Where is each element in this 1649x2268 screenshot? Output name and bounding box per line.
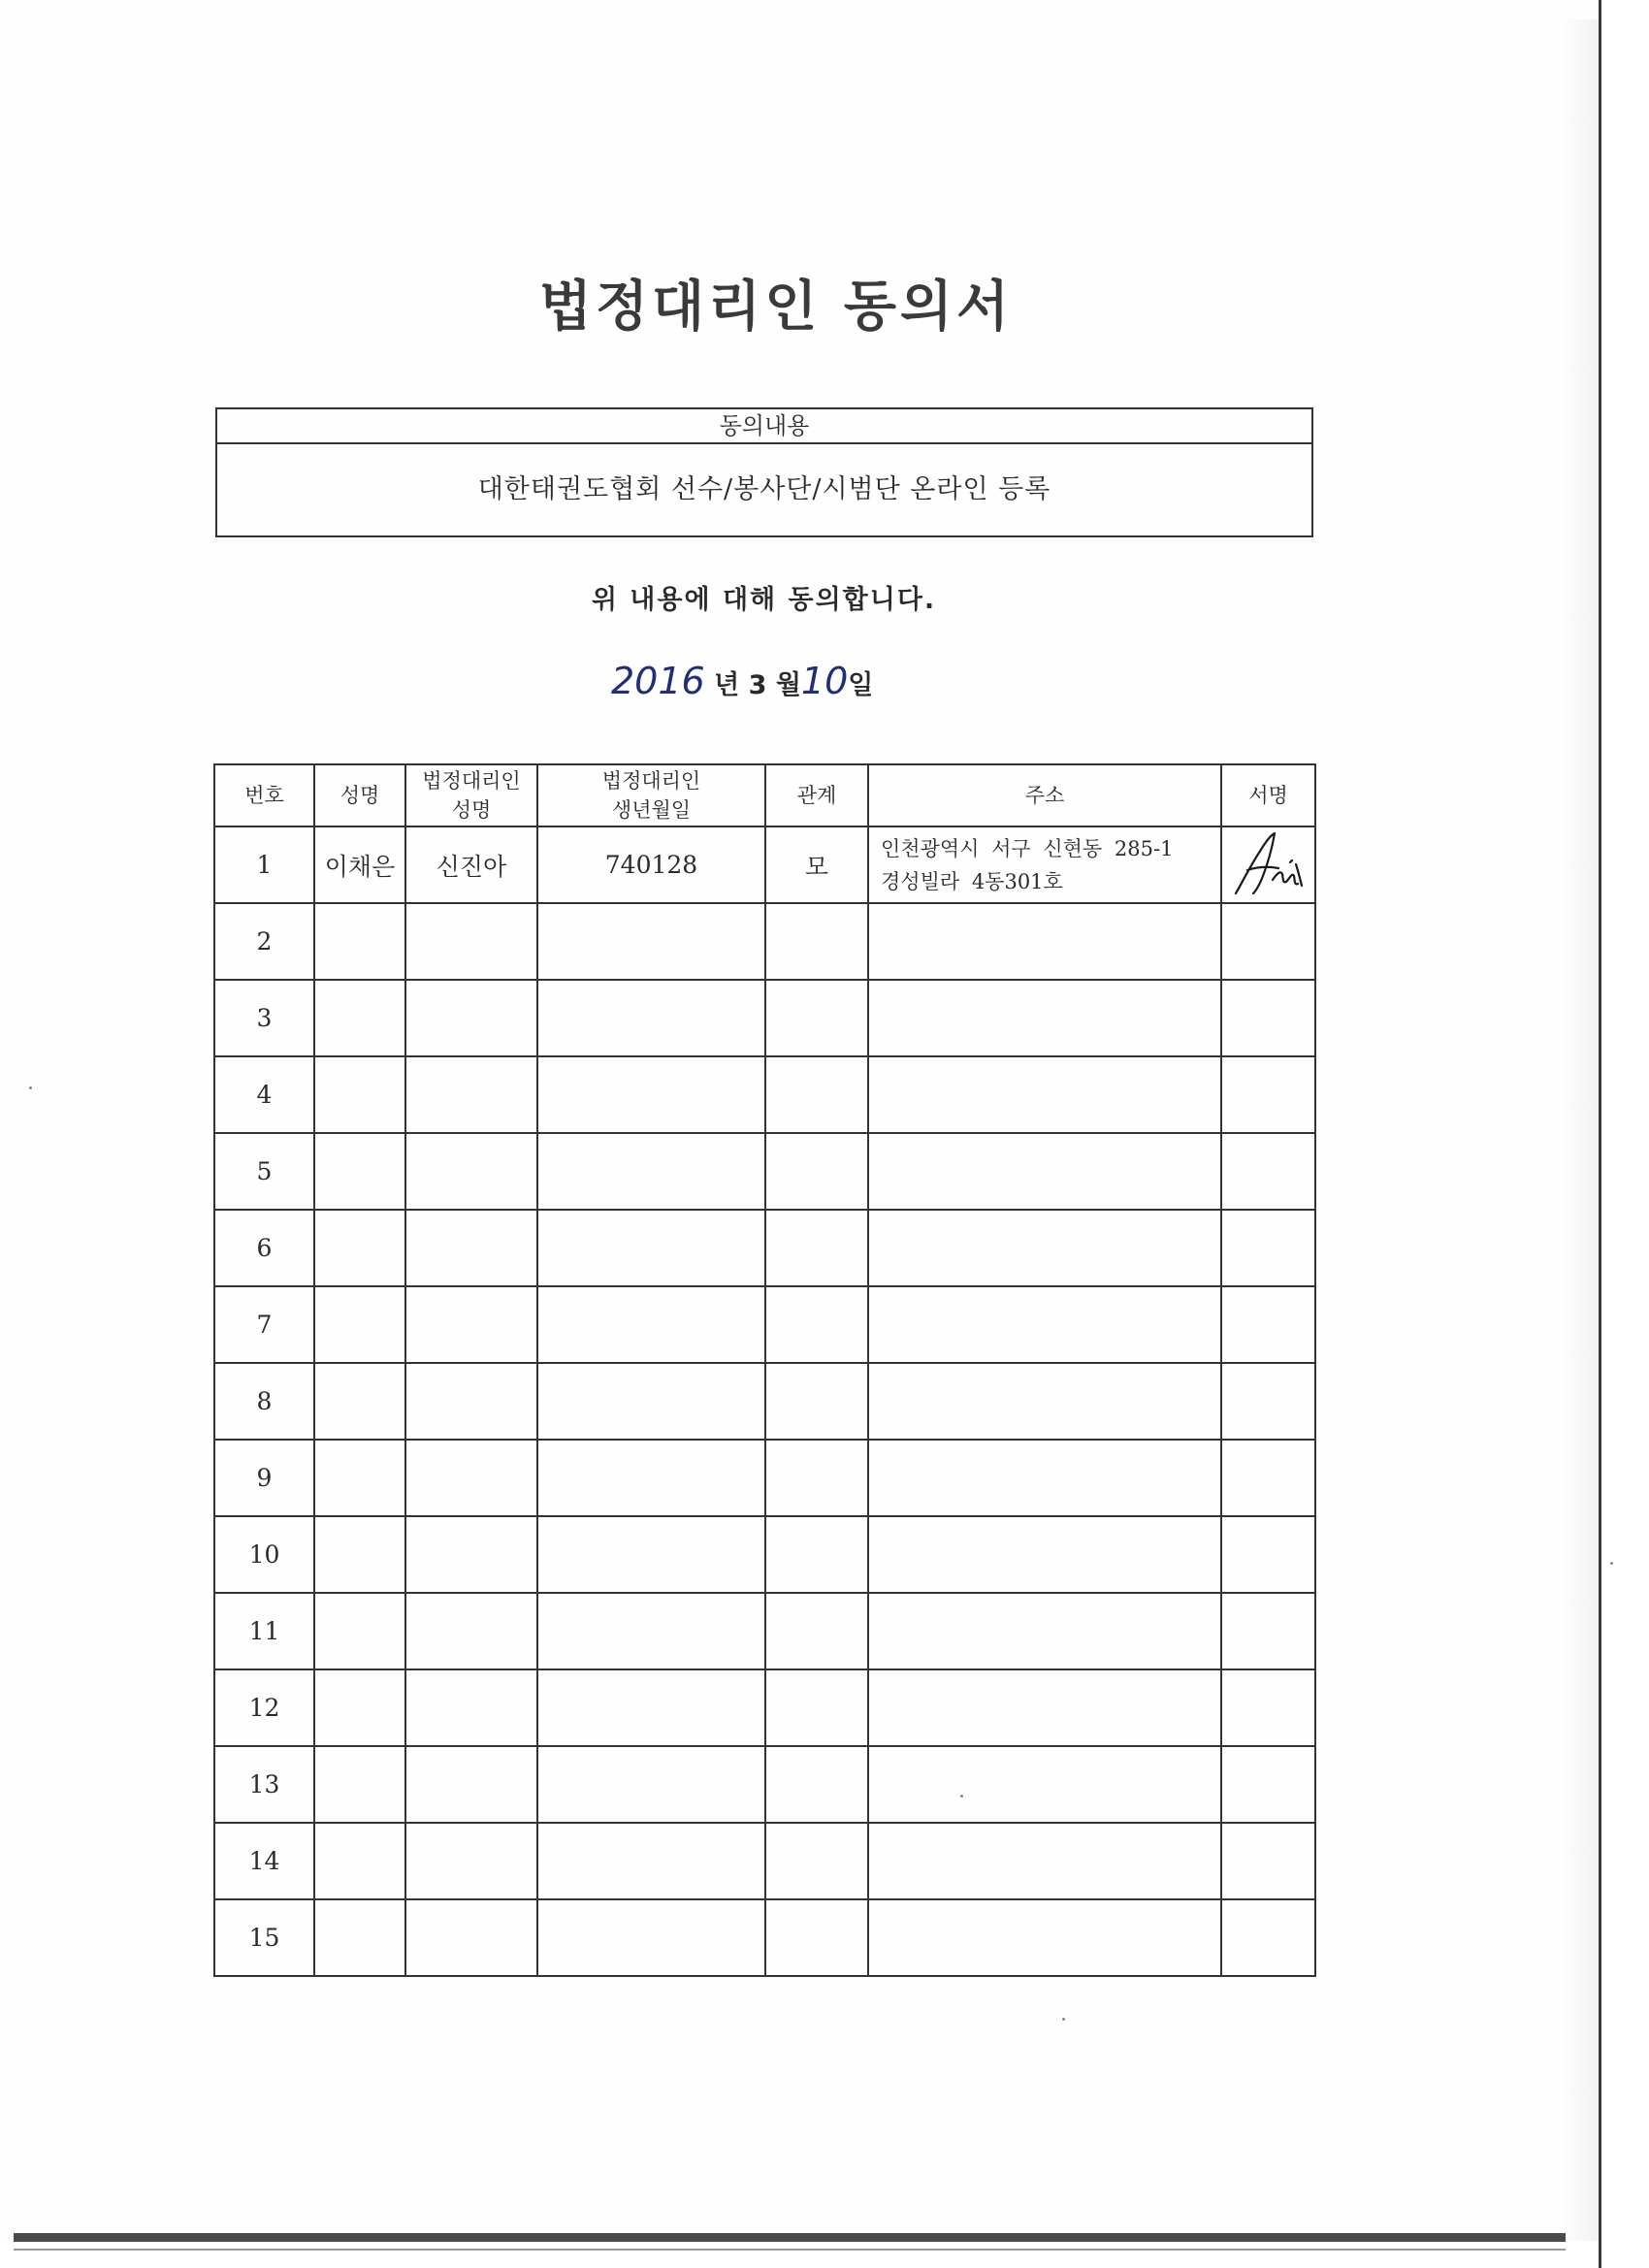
cell-no: 5	[214, 1133, 314, 1210]
cell-no: 6	[214, 1210, 314, 1286]
cell-guardian-birth	[537, 1363, 765, 1440]
scan-speck	[1610, 1562, 1613, 1565]
cell-no: 10	[214, 1516, 314, 1593]
cell-name	[314, 1593, 405, 1669]
cell-signature	[1221, 1669, 1315, 1746]
cell-address	[868, 1363, 1221, 1440]
cell-guardian-birth	[537, 1669, 765, 1746]
cell-name	[314, 1286, 405, 1363]
date-month-label: 월	[775, 670, 801, 700]
cell-no: 15	[214, 1899, 314, 1976]
signer-table	[213, 763, 1316, 1977]
cell-no: 2	[214, 903, 314, 980]
table-row	[214, 903, 1315, 980]
cell-guardian-birth	[537, 1823, 765, 1899]
cell-guardian-birth	[537, 1516, 765, 1593]
header-name: 성명	[314, 764, 405, 826]
table-row	[214, 1823, 1315, 1899]
cell-address	[868, 903, 1221, 980]
cell-guardian-name	[405, 903, 537, 980]
cell-relation	[765, 903, 868, 980]
cell-guardian-name	[405, 1286, 537, 1363]
cell-guardian-birth	[537, 1286, 765, 1363]
cell-signature	[1221, 1286, 1315, 1363]
cell-guardian-birth	[537, 1899, 765, 1976]
cell-no: 3	[214, 980, 314, 1056]
cell-guardian-name	[405, 1593, 537, 1669]
cell-signature	[1221, 1746, 1315, 1823]
table-row	[214, 1363, 1315, 1440]
consent-header: 동의내용	[217, 409, 1311, 444]
date-day-label: 일	[848, 670, 874, 700]
cell-guardian-name	[405, 1363, 537, 1440]
cell-relation	[765, 1210, 868, 1286]
cell-guardian-name	[405, 1899, 537, 1976]
cell-guardian-name	[405, 1133, 537, 1210]
header-guardian-name	[405, 764, 537, 826]
cell-guardian-birth	[537, 1440, 765, 1516]
header-signature: 서명	[1221, 764, 1315, 826]
header-guardian-name-line2: 성명	[451, 798, 492, 822]
header-no: 번호	[214, 764, 314, 826]
cell-signature	[1221, 826, 1315, 903]
cell-no: 9	[214, 1440, 314, 1516]
cell-relation	[765, 980, 868, 1056]
cell-guardian-birth	[537, 980, 765, 1056]
cell-guardian-name	[405, 1056, 537, 1133]
cell-relation	[765, 1593, 868, 1669]
cell-relation	[765, 1056, 868, 1133]
date-day: 10	[800, 660, 849, 702]
cell-no: 12	[214, 1669, 314, 1746]
table-row	[214, 1440, 1315, 1516]
cell-guardian-birth	[537, 1746, 765, 1823]
cell-address	[868, 1516, 1221, 1593]
cell-name	[314, 1746, 405, 1823]
header-guardian-birth-line1: 법정대리인	[601, 769, 701, 793]
cell-name	[314, 1440, 405, 1516]
cell-signature	[1221, 1823, 1315, 1899]
cell-signature	[1221, 1363, 1315, 1440]
cell-no: 7	[214, 1286, 314, 1363]
cell-address	[868, 980, 1221, 1056]
date-month: 3	[748, 670, 767, 700]
cell-address-line2: 경성빌라 4동301호	[881, 869, 1063, 893]
cell-guardian-name: 신진아	[405, 826, 537, 903]
cell-relation	[765, 1516, 868, 1593]
scan-speck	[29, 1086, 32, 1089]
cell-signature	[1221, 1516, 1315, 1593]
table-row	[214, 1669, 1315, 1746]
cell-signature	[1221, 1056, 1315, 1133]
cell-name	[314, 1899, 405, 1976]
cell-guardian-name	[405, 1746, 537, 1823]
cell-name: 이채은	[314, 826, 405, 903]
scan-speck	[1062, 2018, 1065, 2021]
consent-box	[215, 407, 1313, 537]
cell-name	[314, 1210, 405, 1286]
cell-guardian-birth	[537, 1133, 765, 1210]
table-row	[214, 1746, 1315, 1823]
cell-relation	[765, 1133, 868, 1210]
cell-signature	[1221, 1133, 1315, 1210]
cell-name	[314, 1669, 405, 1746]
cell-address	[868, 1746, 1221, 1823]
cell-signature	[1221, 1593, 1315, 1669]
cell-guardian-birth	[537, 1593, 765, 1669]
scan-edge-bottom	[14, 2233, 1566, 2242]
table-row	[214, 1899, 1315, 1976]
table-row	[214, 826, 1315, 903]
cell-address	[868, 1823, 1221, 1899]
agreement-statement: 위 내용에 대해 동의합니다.	[591, 585, 937, 615]
scan-edge-bottom-line	[14, 2249, 1566, 2251]
cell-guardian-name	[405, 1440, 537, 1516]
cell-no: 14	[214, 1823, 314, 1899]
scan-shadow	[1562, 19, 1599, 2241]
cell-address-line1: 인천광역시 서구 신현동 285-1	[881, 836, 1174, 860]
table-row	[214, 980, 1315, 1056]
cell-name	[314, 1056, 405, 1133]
cell-guardian-birth: 740128	[537, 826, 765, 903]
cell-no: 13	[214, 1746, 314, 1823]
cell-signature	[1221, 1210, 1315, 1286]
table-row	[214, 1210, 1315, 1286]
cell-guardian-name	[405, 1210, 537, 1286]
cell-name	[314, 980, 405, 1056]
cell-name	[314, 903, 405, 980]
header-guardian-name-line1: 법정대리인	[422, 769, 521, 793]
cell-no: 1	[214, 826, 314, 903]
cell-address	[868, 826, 1221, 903]
cell-address	[868, 1210, 1221, 1286]
cell-relation	[765, 1899, 868, 1976]
date-line	[611, 660, 873, 702]
cell-address	[868, 1056, 1221, 1133]
cell-relation: 모	[765, 826, 868, 903]
cell-signature	[1221, 903, 1315, 980]
handwritten-signature	[1230, 831, 1308, 899]
header-relation: 관계	[765, 764, 868, 826]
date-year: 2016	[611, 660, 705, 702]
cell-guardian-birth	[537, 1056, 765, 1133]
header-guardian-birth-line2: 생년월일	[611, 798, 692, 822]
cell-address	[868, 1440, 1221, 1516]
cell-guardian-birth	[537, 903, 765, 980]
cell-address	[868, 1133, 1221, 1210]
cell-relation	[765, 1286, 868, 1363]
table-row	[214, 1286, 1315, 1363]
cell-guardian-name	[405, 980, 537, 1056]
cell-signature	[1221, 980, 1315, 1056]
cell-address	[868, 1899, 1221, 1976]
table-row	[214, 1133, 1315, 1210]
cell-guardian-birth	[537, 1210, 765, 1286]
table-row	[214, 1593, 1315, 1669]
header-address: 주소	[868, 764, 1221, 826]
consent-content: 대한태권도협회 선수/봉사단/시범단 온라인 등록	[477, 474, 1051, 504]
cell-no: 4	[214, 1056, 314, 1133]
header-guardian-birth	[537, 764, 765, 826]
cell-guardian-name	[405, 1516, 537, 1593]
cell-name	[314, 1133, 405, 1210]
cell-guardian-name	[405, 1823, 537, 1899]
cell-relation	[765, 1440, 868, 1516]
table-header-row	[214, 764, 1315, 826]
cell-address	[868, 1669, 1221, 1746]
cell-name	[314, 1516, 405, 1593]
cell-address	[868, 1593, 1221, 1669]
cell-name	[314, 1363, 405, 1440]
cell-relation	[765, 1363, 868, 1440]
cell-signature	[1221, 1440, 1315, 1516]
cell-no: 8	[214, 1363, 314, 1440]
cell-relation	[765, 1746, 868, 1823]
cell-name	[314, 1823, 405, 1899]
signature-stroke	[1236, 833, 1302, 893]
table-row	[214, 1056, 1315, 1133]
cell-no: 11	[214, 1593, 314, 1669]
date-year-label: 년	[714, 670, 740, 700]
cell-relation	[765, 1669, 868, 1746]
cell-guardian-name	[405, 1669, 537, 1746]
cell-relation	[765, 1823, 868, 1899]
table-row	[214, 1516, 1315, 1593]
cell-signature	[1221, 1899, 1315, 1976]
scan-edge-right	[1599, 0, 1601, 2268]
cell-address	[868, 1286, 1221, 1363]
document-title: 법정대리인 동의서	[538, 275, 1014, 339]
